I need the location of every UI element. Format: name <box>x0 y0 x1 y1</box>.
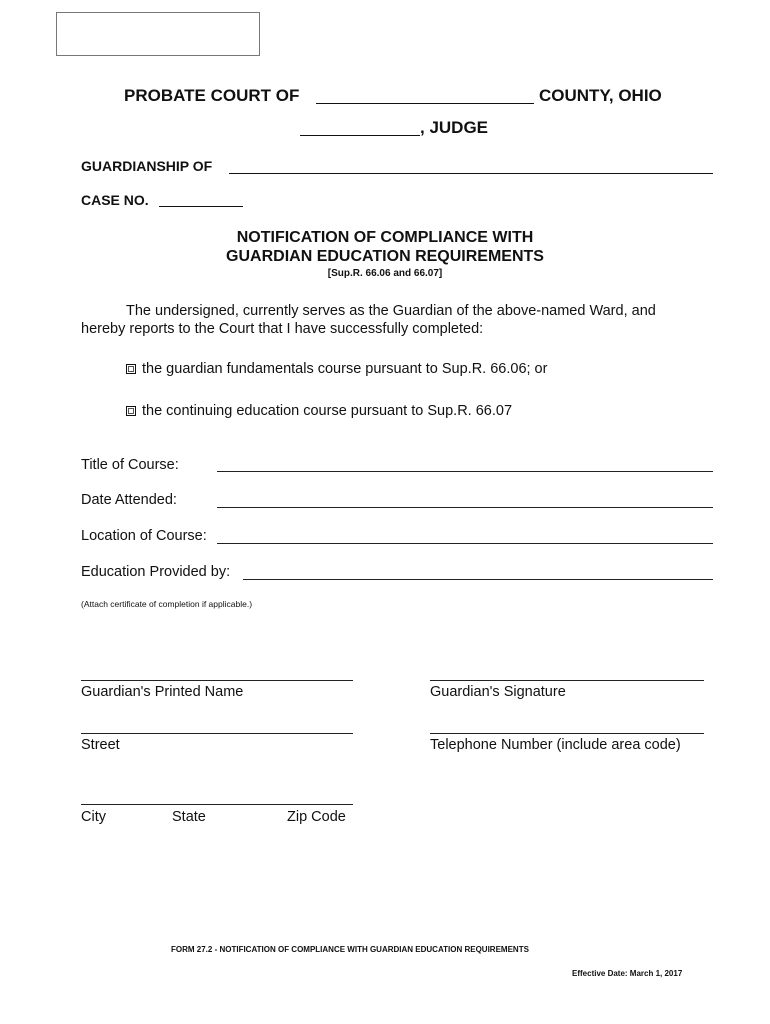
option-continuing-label: the continuing education course pursuant to Sup.R. 66.07 <box>142 403 513 419</box>
street-line[interactable] <box>81 733 353 734</box>
guardianship-line[interactable] <box>229 173 713 174</box>
zip-label: Zip Code <box>287 809 346 825</box>
date-attended-label: Date Attended: <box>81 492 177 508</box>
date-attended-line[interactable] <box>217 507 713 508</box>
signature-line[interactable] <box>430 680 704 681</box>
case-no-label: CASE NO. <box>81 192 149 208</box>
city-state-zip-line[interactable] <box>81 804 353 805</box>
location-of-course-label: Location of Course: <box>81 528 207 544</box>
education-provided-by-label: Education Provided by: <box>81 564 231 580</box>
judge-name-line[interactable] <box>300 135 420 136</box>
judge-suffix: , JUDGE <box>420 118 489 137</box>
fundamentals-checkbox[interactable] <box>126 364 136 374</box>
court-prefix: PROBATE COURT OF <box>124 86 300 105</box>
guardianship-label: GUARDIANSHIP OF <box>81 158 213 174</box>
court-suffix: COUNTY, OHIO <box>539 86 662 105</box>
form-title-line2: GUARDIAN EDUCATION REQUIREMENTS <box>226 248 544 265</box>
printed-name-line[interactable] <box>81 680 353 681</box>
telephone-label: Telephone Number (include area code) <box>430 737 681 753</box>
education-provided-by-line[interactable] <box>243 579 713 580</box>
body-line2: hereby reports to the Court that I have successfully completed: <box>81 321 484 337</box>
state-label: State <box>172 809 206 825</box>
city-label: City <box>81 809 106 825</box>
attach-note: (Attach certificate of completion if applicable.) <box>81 599 253 609</box>
option-fundamentals[interactable] <box>126 360 547 379</box>
title-of-course-line[interactable] <box>217 471 713 472</box>
title-of-course-label: Title of Course: <box>81 457 179 473</box>
option-fundamentals-label: the guardian fundamentals course pursuant to Sup.R. 66.06; or <box>142 361 548 377</box>
form-citation: [Sup.R. 66.06 and 66.07] <box>327 268 443 279</box>
footer-effective-date: Effective Date: March 1, 2017 <box>572 969 683 978</box>
signature-label: Guardian's Signature <box>430 684 566 700</box>
telephone-line[interactable] <box>430 733 704 734</box>
location-of-course-line[interactable] <box>217 543 713 544</box>
street-label: Street <box>81 737 120 753</box>
form-number-box <box>56 12 260 56</box>
county-name-line[interactable] <box>316 103 534 104</box>
printed-name-label: Guardian's Printed Name <box>81 684 244 700</box>
footer-form-title: FORM 27.2 - NOTIFICATION OF COMPLIANCE WITH GUARDIAN EDUCATION REQUIREMENTS <box>171 945 529 954</box>
form-title-line1: NOTIFICATION OF COMPLIANCE WITH <box>236 229 534 246</box>
case-no-line[interactable] <box>159 206 243 207</box>
body-line1: The undersigned, currently serves as the Guardian of the above-named Ward, and <box>126 303 656 319</box>
option-continuing[interactable] <box>126 402 512 421</box>
continuing-checkbox[interactable] <box>126 406 136 416</box>
